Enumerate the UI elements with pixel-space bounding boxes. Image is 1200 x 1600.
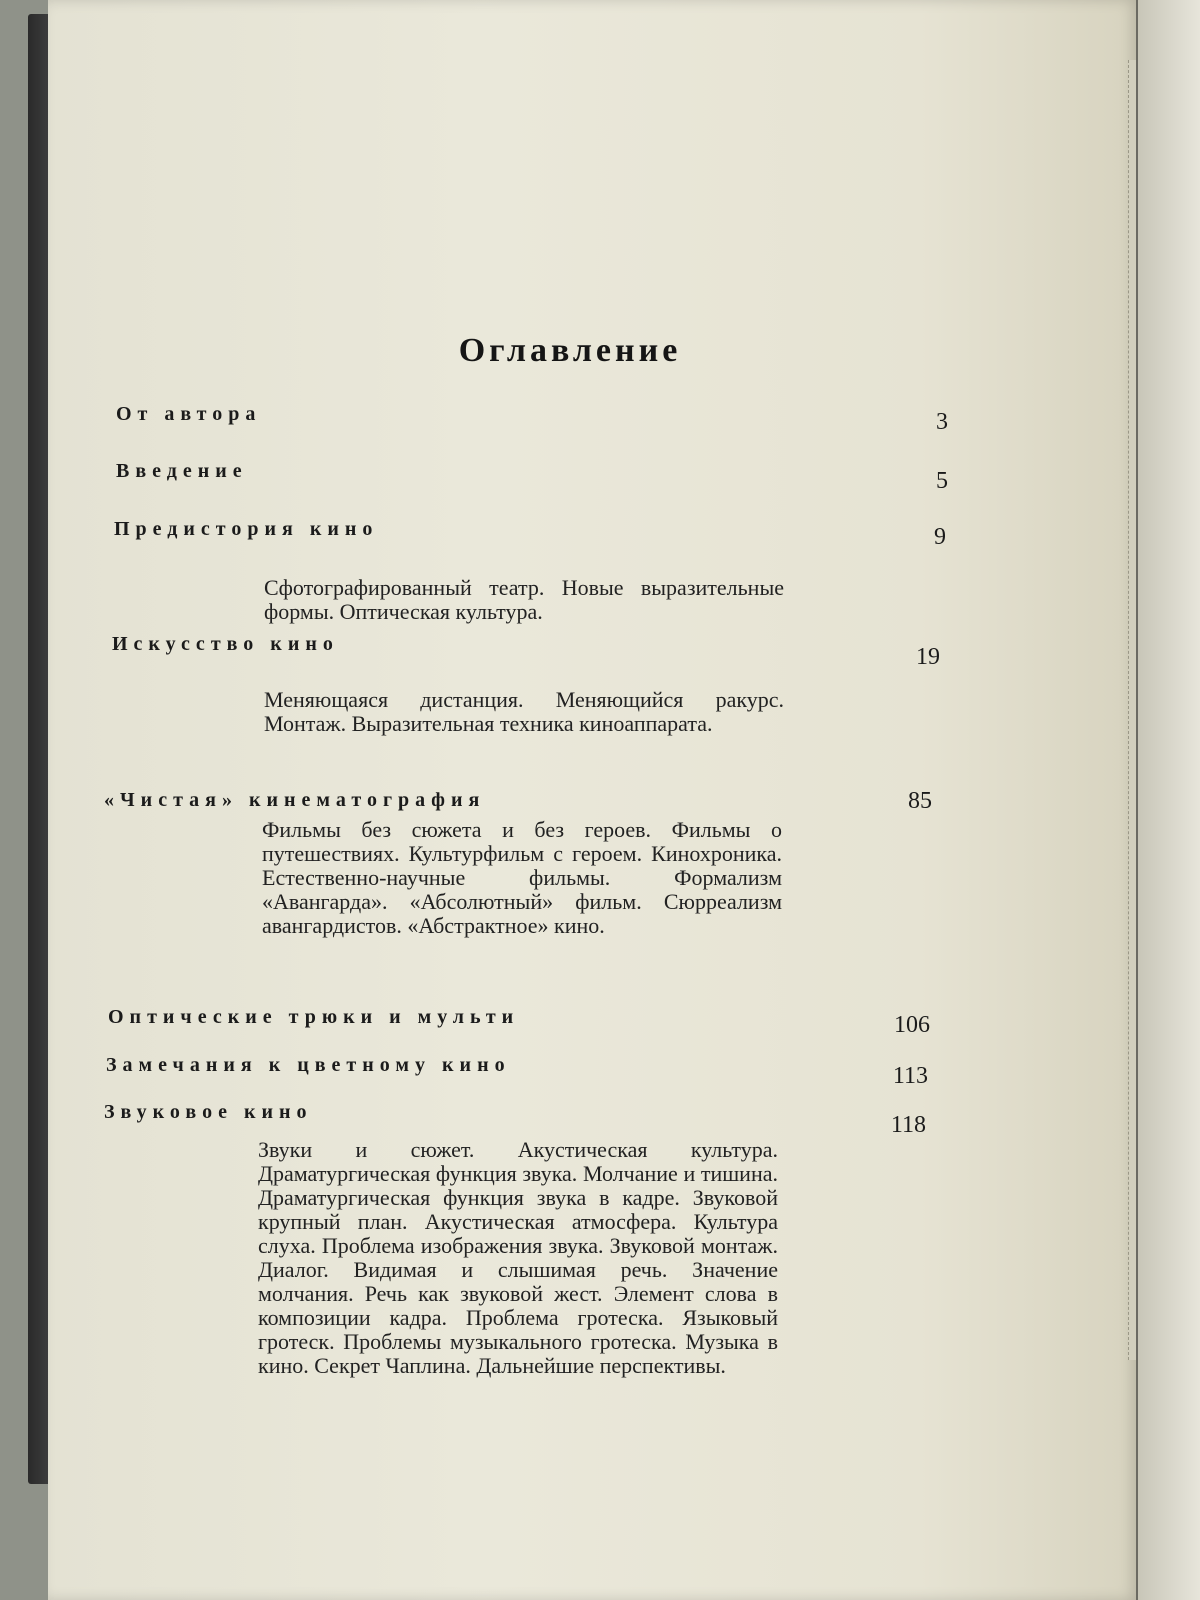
toc-description: Фильмы без сюжета и без героев. Фильмы о путешествиях. Культурфильм с героем. Кинохроника. Естественно-научные фильмы. Формализм «Авангарда». «Абсолютный» фильм. Сюрреализм авангардистов. «Абстрактное» кино.: [262, 817, 782, 938]
toc-heading-prehistory: Предистория кино: [114, 518, 379, 540]
toc-heading-optical-tricks: Оптические трюки и мульти: [108, 1006, 520, 1028]
toc-page-number: 5: [936, 468, 948, 494]
toc-description: Меняющаяся дистанция. Меняющийся ракурс. Монтаж. Выразительная техника киноаппарата.: [264, 687, 784, 736]
toc-page-number: 118: [890, 1112, 926, 1138]
toc-title: Оглавление: [458, 332, 682, 369]
toc-page-number: 3: [936, 409, 948, 435]
toc-heading-color-film: Замечания к цветному кино: [106, 1054, 511, 1076]
toc-heading-sound-film: Звуковое кино: [104, 1101, 313, 1123]
toc-page-number: 19: [916, 644, 940, 670]
toc-heading-pure-cinema: «Чистая» кинематография: [104, 789, 486, 811]
adjacent-page: [1136, 0, 1200, 1600]
toc-heading-art-of-film: Искусство кино: [112, 633, 339, 655]
toc-heading-from-author: От автора: [116, 403, 262, 425]
toc-page-number: 9: [934, 524, 946, 550]
toc-description: Звуки и сюжет. Акустическая культура. Драматургическая функция звука. Молчание и тишина. Драматургическая функция звука в кадре. Звуковой крупный план. Акустическая атмосфера. Культура слуха. Проблема изображения звука. Звуковой монтаж. Диалог. Видимая и слышимая речь. Значение молчания. Речь как звуковой жест. Элемент слова в композиции кадра. Проблема гротеска. Языковый гротеск. Проблемы музыкального гротеска. Музыка в кино. Секрет Чаплина. Дальнейшие перспективы.: [258, 1137, 778, 1378]
toc-page-number: 113: [892, 1063, 928, 1089]
toc-description: Сфотографированный театр. Новые выразительные формы. Оптическая культура.: [264, 575, 784, 624]
toc-page-number: 85: [908, 788, 932, 814]
toc-page-number: 106: [894, 1012, 930, 1038]
toc-heading-introduction: Введение: [116, 460, 248, 482]
